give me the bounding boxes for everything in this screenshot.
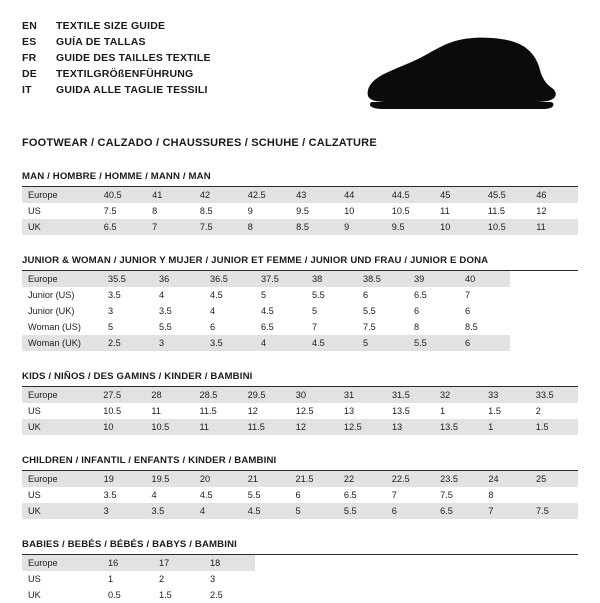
cell: 45 <box>434 187 482 203</box>
cell: 4.5 <box>242 503 290 519</box>
section-kids <box>22 371 578 435</box>
cell: 3 <box>153 335 204 351</box>
cell: 28 <box>145 387 193 403</box>
cell: 9.5 <box>296 206 309 216</box>
cell: 33 <box>482 387 530 403</box>
cell: 3.5 <box>159 306 172 316</box>
page-header <box>22 18 578 120</box>
cell: 39 <box>408 271 459 287</box>
dress-shoe-icon <box>360 36 560 120</box>
cell: 7 <box>312 322 318 332</box>
cell: 10.5 <box>482 219 530 235</box>
row-label: Europe <box>22 187 98 203</box>
language-row <box>22 50 211 66</box>
cell: 38.5 <box>357 271 408 287</box>
language-title: GUÍA DE TALLAS <box>56 36 146 48</box>
cell: 10.5 <box>103 406 122 416</box>
table-row <box>22 187 578 203</box>
cell: 7 <box>146 219 194 235</box>
cell: 10.5 <box>391 206 410 216</box>
section-man <box>22 171 578 235</box>
row-label: UK <box>22 503 98 519</box>
language-code: IT <box>22 84 32 96</box>
cell: 2 <box>535 406 541 416</box>
cell <box>530 487 578 503</box>
language-code: ES <box>22 36 37 48</box>
cell: 44 <box>338 187 386 203</box>
language-row <box>22 66 211 82</box>
language-code: EN <box>22 20 37 32</box>
cell: 11 <box>440 206 450 216</box>
cell: 4.5 <box>210 290 223 300</box>
cell: 17 <box>153 555 204 571</box>
cell: 1.5 <box>488 406 501 416</box>
cell: 44.5 <box>386 187 434 203</box>
cell: 12 <box>536 206 547 216</box>
cell: 46 <box>530 187 578 203</box>
section-title: KIDS / NIÑOS / DES GAMINS / KINDER / BAMBINI <box>22 371 578 387</box>
language-row <box>22 18 211 34</box>
cell: 3.5 <box>108 290 121 300</box>
cell: 7.5 <box>363 322 376 332</box>
cell: 11.5 <box>199 406 217 416</box>
cell: 28.5 <box>194 387 242 403</box>
cell: 23.5 <box>434 471 482 487</box>
cell: 6.5 <box>434 503 482 519</box>
cell: 5 <box>261 290 267 300</box>
cell: 7.5 <box>194 219 242 235</box>
cell: 7 <box>465 290 471 300</box>
cell: 3.5 <box>204 335 255 351</box>
row-label: UK <box>22 219 98 235</box>
row-label: Woman (UK) <box>22 335 102 351</box>
cell: 8.5 <box>290 219 338 235</box>
cell: 19.5 <box>146 471 194 487</box>
table-row <box>22 219 578 235</box>
table-row <box>22 419 578 435</box>
row-label: US <box>28 406 41 416</box>
table-row <box>22 487 578 503</box>
cell: 9 <box>338 219 386 235</box>
cell: 4 <box>159 290 165 300</box>
table-row <box>22 271 510 287</box>
cell: 11 <box>530 219 578 235</box>
cell: 5 <box>312 306 318 316</box>
cell: 2.5 <box>102 335 153 351</box>
cell: 5.5 <box>338 503 386 519</box>
cell: 9 <box>247 206 253 216</box>
size-table-junior-woman <box>22 271 510 351</box>
cell: 41 <box>146 187 194 203</box>
table-row <box>22 319 510 335</box>
cell: 42 <box>194 187 242 203</box>
cell: 21 <box>242 471 290 487</box>
section-title: CHILDREN / INFANTIL / ENFANTS / KINDER / BAMBINI <box>22 455 578 471</box>
cell: 3 <box>210 574 216 584</box>
cell: 7 <box>482 503 530 519</box>
cell: 6 <box>414 306 420 316</box>
cell: 31.5 <box>386 387 434 403</box>
cell: 36 <box>153 271 204 287</box>
cell: 45.5 <box>482 187 530 203</box>
cell: 8.5 <box>199 206 213 216</box>
cell: 42.5 <box>242 187 290 203</box>
cell: 33.5 <box>530 387 578 403</box>
section-junior-woman <box>22 255 578 351</box>
size-table-man <box>22 187 578 235</box>
cell: 5.5 <box>312 290 325 300</box>
cell: 5.5 <box>247 490 261 500</box>
cell: 37.5 <box>255 271 306 287</box>
table-row <box>22 203 578 219</box>
cell: 1.5 <box>159 590 172 600</box>
cell: 30 <box>290 387 338 403</box>
cell: 5.5 <box>159 322 172 332</box>
cell: 4 <box>194 503 242 519</box>
cell: 11 <box>151 406 161 416</box>
cell: 6 <box>210 322 216 332</box>
language-title-list <box>22 18 211 98</box>
table-row <box>22 387 578 403</box>
row-label: US <box>28 490 41 500</box>
cell: 10 <box>97 419 145 435</box>
cell: 1 <box>482 419 530 435</box>
cell: 3.5 <box>103 490 117 500</box>
cell: 6.5 <box>414 290 427 300</box>
row-label: Europe <box>22 387 97 403</box>
cell: 38 <box>306 271 357 287</box>
cell: 11.5 <box>487 206 506 216</box>
cell: 1 <box>440 406 446 416</box>
row-label: UK <box>28 590 41 600</box>
cell: 7 <box>391 490 397 500</box>
cell: 3.5 <box>146 503 194 519</box>
section-children <box>22 455 578 519</box>
language-code: DE <box>22 68 37 80</box>
cell: 21.5 <box>290 471 338 487</box>
cell: 0.5 <box>108 590 121 600</box>
cell: 12.5 <box>295 406 314 416</box>
section-title: BABIES / BEBÉS / BÉBÉS / BABYS / BAMBINI <box>22 539 578 555</box>
row-label: Junior (US) <box>28 290 75 300</box>
cell: 40 <box>459 271 510 287</box>
row-label: Europe <box>22 471 98 487</box>
cell: 22.5 <box>386 471 434 487</box>
cell: 40.5 <box>98 187 146 203</box>
cell: 13 <box>343 406 355 416</box>
category-heading: FOOTWEAR / CALZADO / CHAUSSURES / SCHUHE / CALZATURE <box>22 137 377 149</box>
cell: 7.5 <box>530 503 578 519</box>
size-table-children <box>22 471 578 519</box>
cell: 11.5 <box>242 419 290 435</box>
cell: 2.5 <box>210 590 223 600</box>
cell: 8 <box>414 322 420 332</box>
cell: 13.5 <box>391 406 410 416</box>
language-row <box>22 34 211 50</box>
cell: 36.5 <box>204 271 255 287</box>
cell: 25 <box>530 471 578 487</box>
cell: 24 <box>482 471 530 487</box>
language-code: FR <box>22 52 37 64</box>
cell: 35.5 <box>102 271 153 287</box>
cell: 10.5 <box>145 419 193 435</box>
table-row <box>22 303 510 319</box>
cell: 6 <box>465 306 471 316</box>
cell: 43 <box>290 187 338 203</box>
cell: 29.5 <box>242 387 290 403</box>
row-label: Europe <box>22 271 102 287</box>
cell: 6 <box>363 290 369 300</box>
cell: 22 <box>338 471 386 487</box>
cell: 5.5 <box>363 306 376 316</box>
table-row <box>22 555 255 571</box>
language-title: TEXTILE SIZE GUIDE <box>56 20 166 32</box>
cell: 10 <box>344 206 355 216</box>
cell: 8 <box>488 490 494 500</box>
table-row <box>22 335 510 351</box>
cell: 6.5 <box>98 219 146 235</box>
table-row <box>22 403 578 419</box>
language-row <box>22 82 211 98</box>
cell: 2 <box>159 574 165 584</box>
row-label: US <box>28 206 41 216</box>
cell: 8 <box>242 219 290 235</box>
cell: 5 <box>108 322 114 332</box>
table-row <box>22 571 255 587</box>
cell: 6.5 <box>261 322 274 332</box>
cell: 4.5 <box>306 335 357 351</box>
cell: 8 <box>152 206 158 216</box>
language-title: TEXTILGRÖßENFÜHRUNG <box>56 68 194 80</box>
cell: 3 <box>108 306 114 316</box>
cell: 5.5 <box>408 335 459 351</box>
cell: 31 <box>338 387 386 403</box>
size-table-babies <box>22 555 255 603</box>
language-title: GUIDA ALLE TAGLIE TESSILI <box>56 84 208 96</box>
row-label: US <box>28 574 41 584</box>
row-label: Woman (US) <box>28 322 81 332</box>
cell: 4 <box>210 306 216 316</box>
section-title: MAN / HOMBRE / HOMME / MANN / MAN <box>22 171 578 187</box>
section-title: JUNIOR & WOMAN / JUNIOR Y MUJER / JUNIOR ET FEMME / JUNIOR UND FRAU / JUNIOR E DONA <box>22 255 578 271</box>
cell: 6.5 <box>343 490 357 500</box>
cell: 4 <box>255 335 306 351</box>
cell: 5 <box>357 335 408 351</box>
section-babies <box>22 539 578 603</box>
cell: 1 <box>108 574 114 584</box>
cell: 1.5 <box>530 419 578 435</box>
cell: 4.5 <box>261 306 274 316</box>
cell: 6 <box>386 503 434 519</box>
cell: 9.5 <box>386 219 434 235</box>
cell: 18 <box>204 555 255 571</box>
cell: 12 <box>290 419 338 435</box>
row-label: Europe <box>22 555 102 571</box>
cell: 13 <box>386 419 434 435</box>
table-row <box>22 287 510 303</box>
cell: 10 <box>434 219 482 235</box>
cell: 20 <box>194 471 242 487</box>
cell: 5 <box>290 503 338 519</box>
row-label: UK <box>22 419 97 435</box>
row-label: Junior (UK) <box>28 306 75 316</box>
cell: 13.5 <box>434 419 482 435</box>
cell: 7.5 <box>103 206 117 216</box>
cell: 3 <box>98 503 146 519</box>
table-row <box>22 587 255 603</box>
cell: 16 <box>102 555 153 571</box>
size-table-kids <box>22 387 578 435</box>
cell: 19 <box>98 471 146 487</box>
cell: 6 <box>295 490 301 500</box>
cell: 7.5 <box>440 490 453 500</box>
cell: 8.5 <box>465 322 478 332</box>
table-row <box>22 471 578 487</box>
table-row <box>22 503 578 519</box>
cell: 4.5 <box>199 490 213 500</box>
cell: 32 <box>434 387 482 403</box>
cell: 12 <box>247 406 258 416</box>
cell: 6 <box>459 335 510 351</box>
language-title: GUIDE DES TAILLES TEXTILE <box>56 52 211 64</box>
cell: 4 <box>151 490 157 500</box>
cell: 11 <box>194 419 242 435</box>
cell: 12.5 <box>338 419 386 435</box>
cell: 27.5 <box>97 387 145 403</box>
